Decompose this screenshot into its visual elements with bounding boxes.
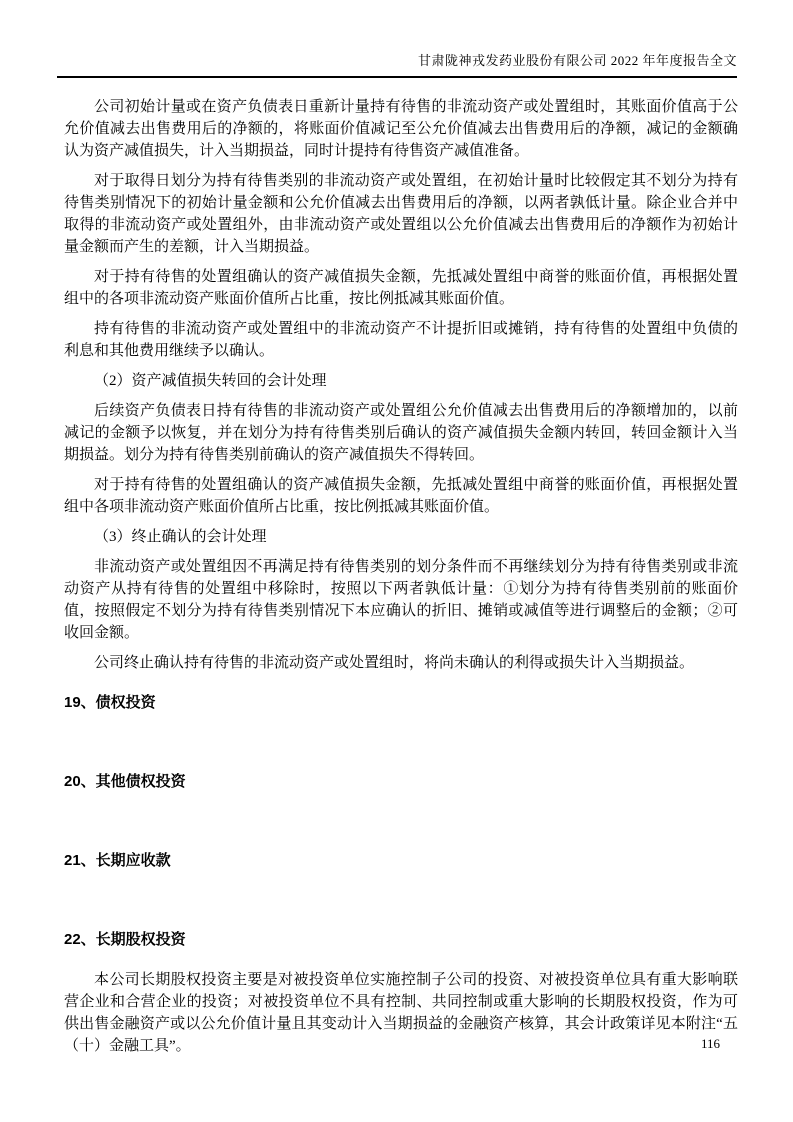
- body-paragraph: 公司初始计量或在资产负债表日重新计量持有待售的非流动资产或处置组时，其账面价值高于公允价值减去出售费用后的净额的，将账面价值减记至公允价值减去出售费用后的净额，减记的金额确认为资产减值损失，计入当期损益，同时计提持有待售资产减值准备。: [64, 99, 738, 159]
- body-paragraph: 公司终止确认持有待售的非流动资产或处置组时，将尚未确认的利得或损失计入当期损益。: [94, 655, 695, 671]
- body-paragraph: 本公司长期股权投资主要是对被投资单位实施控制子公司的投资、对被投资单位具有重大影响联营企业和合营企业的投资；对被投资单位不具有控制、共同控制或重大影响的长期股权投资，作为可供出售金融资产或以公允价值计量且其变动计入当期损益的金融资产核算，其会计政策详见本附注“五（十）金融工具”。: [64, 972, 738, 1054]
- report-header-title: 甘肃陇神戎发药业股份有限公司 2022 年年度报告全文: [57, 50, 737, 78]
- section-heading-19-debt-investment: 19、债权投资: [64, 694, 156, 711]
- body-paragraph: 持有待售的非流动资产或处置组中的非流动资产不计提折旧或摊销，持有待售的处置组中负债的利息和其他费用继续予以确认。: [64, 321, 738, 359]
- page-number: 116: [700, 1036, 720, 1051]
- sub-heading-impairment-reversal: （2）资产减值损失转回的会计处理: [94, 373, 327, 389]
- section-heading-21-long-term-receivables: 21、长期应收款: [64, 852, 171, 869]
- section-heading-20-other-debt-investment: 20、其他债权投资: [64, 773, 186, 790]
- body-paragraph: 对于持有待售的处置组确认的资产减值损失金额，先抵减处置组中商誉的账面价值，再根据处置组中各项非流动资产账面价值所占比重，按比例抵减其账面价值。: [64, 477, 738, 515]
- body-paragraph: 后续资产负债表日持有待售的非流动资产或处置组公允价值减去出售费用后的净额增加的，以前减记的金额予以恢复，并在划分为持有待售类别后确认的资产减值损失金额内转回，转回金额计入当期损益。划分为持有待售类别前确认的资产减值损失不得转回。: [64, 403, 738, 463]
- body-paragraph: 对于持有待售的处置组确认的资产减值损失金额，先抵减处置组中商誉的账面价值，再根据处置组中的各项非流动资产账面价值所占比重，按比例抵减其账面价值。: [64, 269, 738, 307]
- page-content: [64, 96, 738, 1065]
- section-heading-22-long-term-equity-investment: 22、长期股权投资: [64, 931, 186, 948]
- sub-heading-derecognition: （3）终止确认的会计处理: [94, 529, 267, 545]
- body-paragraph: 对于取得日划分为持有待售类别的非流动资产或处置组，在初始计量时比较假定其不划分为持有待售类别情况下的初始计量金额和公允价值减去出售费用后的净额，以两者孰低计量。除企业合并中取得的非流动资产或处置组外，由非流动资产或处置组以公允价值减去出售费用后的净额作为初始计量金额而产生的差额，计入当期损益。: [64, 173, 738, 255]
- body-paragraph: 非流动资产或处置组因不再满足持有待售类别的划分条件而不再继续划分为持有待售类别或非流动资产从持有待售的处置组中移除时，按照以下两者孰低计量：①划分为持有待售类别前的账面价值，按照假定不划分为持有待售类别情况下本应确认的折旧、摊销或减值等进行调整后的金额；②可收回金额。: [64, 559, 738, 641]
